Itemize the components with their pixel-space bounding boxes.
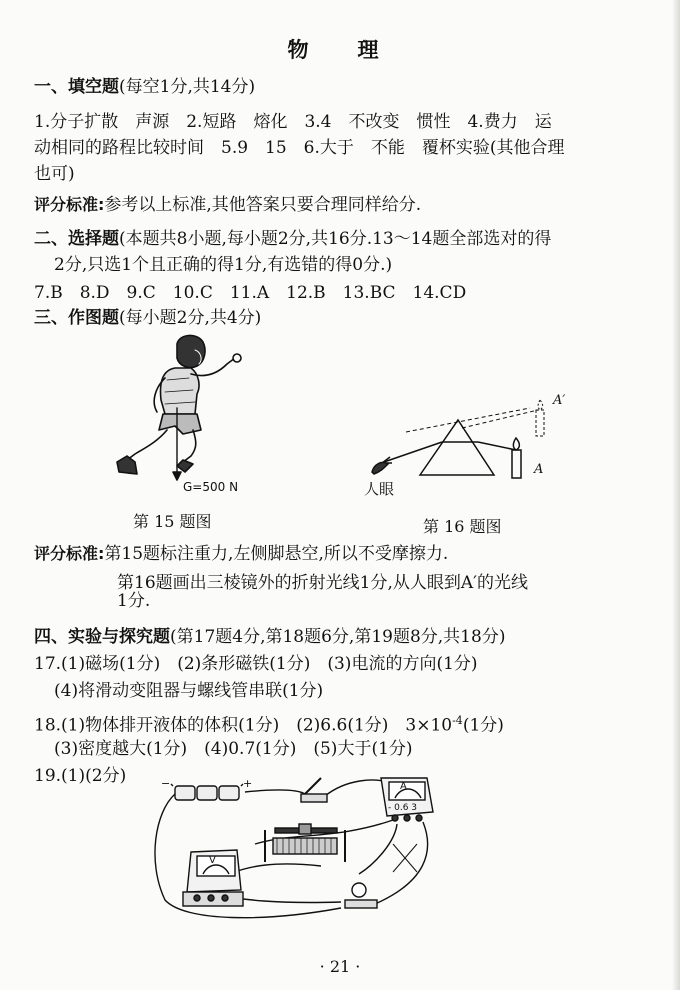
section2-answers: 7.B 8.D 9.C 10.C 11.A 12.B 13.BC 14.CD bbox=[34, 283, 467, 303]
section4-heading: 四、实验与探究题 bbox=[34, 627, 170, 647]
figure-16-label-a: A bbox=[534, 462, 544, 477]
figure-15-caption: 第 15 题图 bbox=[133, 512, 212, 531]
q18-part2: (1分) bbox=[462, 715, 504, 736]
q17-line1: 17.(1)磁场(1分) (2)条形磁铁(1分) (3)电流的方向(1分) bbox=[34, 654, 478, 674]
q18-line2: (3)密度越大(1分) (4)0.7(1分) (5)大于(1分) bbox=[54, 739, 413, 759]
figure-19-circuit bbox=[145, 772, 445, 932]
figure-16-label-eye: 人眼 bbox=[364, 480, 395, 498]
criteria-label-2: 评分标准: bbox=[34, 544, 105, 563]
section2-header bbox=[34, 228, 551, 250]
section1-criteria bbox=[34, 194, 421, 216]
section3-criteria-c3: 1分. bbox=[117, 591, 151, 611]
section1-line2: 动相同的路程比较时间 5.9 15 6.大于 不能 覆杯实验(其他合理 bbox=[34, 138, 565, 158]
ammeter-scale: - 0.6 3 bbox=[388, 803, 418, 813]
criteria-c1: 第15题标注重力,左侧脚悬空,所以不受摩擦力. bbox=[104, 544, 449, 564]
figure-15-runner bbox=[105, 330, 265, 500]
page-number: · 21 · bbox=[319, 957, 361, 976]
battery-minus-label: − bbox=[161, 777, 171, 790]
page-edge-shadow bbox=[672, 0, 680, 990]
section3-note: (每小题2分,共4分) bbox=[119, 308, 262, 328]
voltmeter-label: V bbox=[209, 855, 216, 866]
section3-header bbox=[34, 307, 261, 329]
criteria-label: 评分标准: bbox=[34, 195, 105, 214]
section4-note: (第17题4分,第18题6分,第19题8分,共18分) bbox=[170, 627, 506, 647]
section1-header bbox=[34, 76, 255, 98]
page-title: 物 理 bbox=[287, 38, 393, 62]
section1-note: (每空1分,共14分) bbox=[119, 77, 256, 97]
battery-plus-label: + bbox=[243, 777, 253, 790]
section1-line1: 1.分子扩散 声源 2.短路 熔化 3.4 不改变 惯性 4.费力 运 bbox=[34, 112, 552, 132]
section1-heading: 一、填空题 bbox=[34, 77, 119, 97]
section3-heading: 三、作图题 bbox=[34, 308, 119, 328]
figure-16-label-a-prime: A′ bbox=[553, 393, 566, 408]
criteria-text: 参考以上标准,其他答案只要合理同样给分. bbox=[104, 195, 422, 215]
section2-heading: 二、选择题 bbox=[34, 229, 119, 249]
section4-header bbox=[34, 626, 505, 648]
section3-criteria bbox=[34, 543, 448, 565]
section1-line3: 也可) bbox=[34, 164, 75, 184]
figure-16-caption: 第 16 题图 bbox=[423, 517, 502, 536]
q17-line2: (4)将滑动变阻器与螺线管串联(1分) bbox=[54, 681, 324, 701]
q18-exponent: -4 bbox=[452, 714, 463, 727]
section2-line2: 2分,只选1个且正确的得1分,有选错的得0分.) bbox=[54, 255, 393, 275]
section2-line1: (本题共8小题,每小题2分,共16分.13～14题全部选对的得 bbox=[119, 229, 552, 249]
q19-line: 19.(1)(2分) bbox=[34, 766, 127, 786]
figure-15-force-label: G=500 N bbox=[183, 480, 239, 494]
q18-line1 bbox=[34, 710, 504, 737]
ammeter-label: A bbox=[400, 781, 407, 792]
section3-criteria-c2: 第16题画出三棱镜外的折射光线1分,从人眼到A′的光线 bbox=[117, 573, 528, 593]
q18-part1: 18.(1)物体排开液体的体积(1分) (2)6.6(1分) 3×10 bbox=[34, 715, 453, 736]
